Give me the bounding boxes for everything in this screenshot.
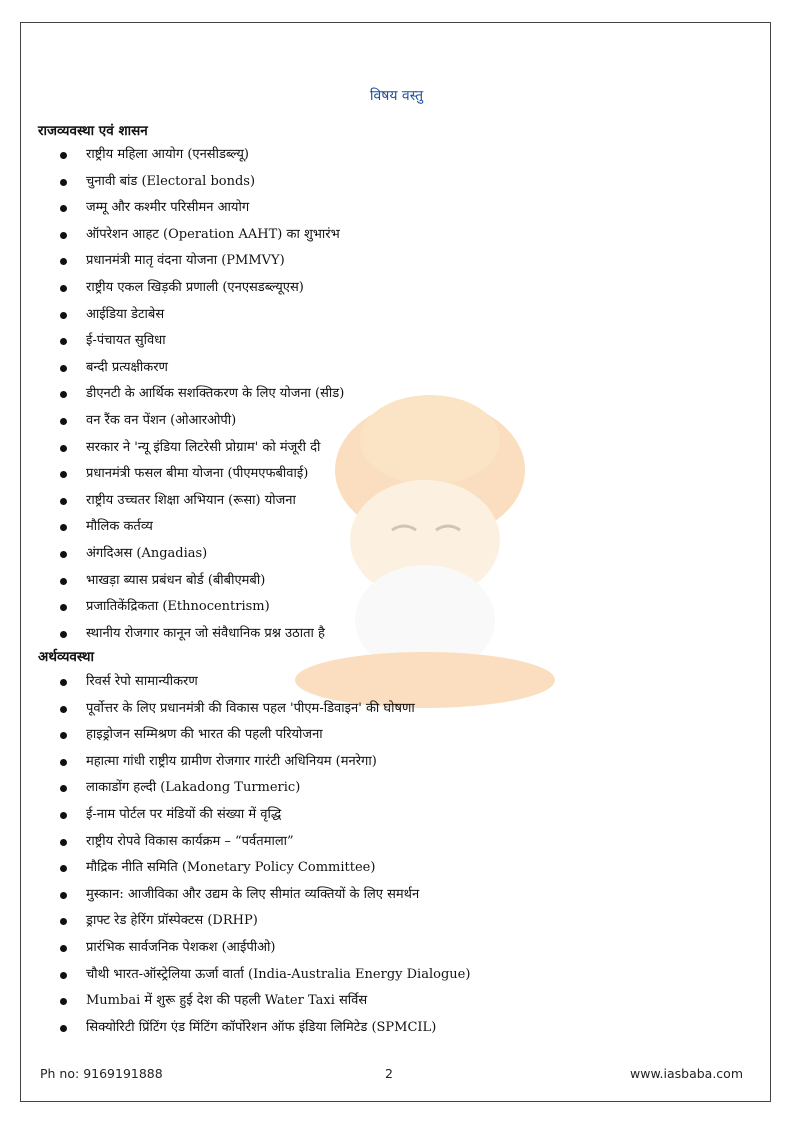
- bullet-icon: [60, 312, 67, 319]
- topic-text: चुनावी बांड (Electoral bonds): [86, 173, 256, 189]
- topic-list-item: [58, 488, 344, 515]
- bullet-icon: [60, 839, 67, 846]
- topic-list-item: [58, 935, 470, 962]
- bullet-icon: [60, 865, 67, 872]
- bullet-icon: [60, 232, 67, 239]
- bullet-icon: [60, 365, 67, 372]
- bullet-icon: [60, 152, 67, 159]
- topic-list-item: [58, 908, 470, 935]
- topic-list-item: [58, 408, 344, 435]
- page-title: विषय वस्तु: [369, 88, 424, 104]
- bullet-icon: [60, 631, 67, 638]
- bullet-icon: [60, 759, 67, 766]
- topic-list-item: [58, 514, 344, 541]
- bullet-icon: [60, 524, 67, 531]
- bullet-icon: [60, 391, 67, 398]
- topic-list-item: [58, 696, 470, 723]
- topic-text: ऑपरेशन आहट (Operation AAHT) का शुभारंभ: [86, 226, 340, 242]
- topic-list-item: [58, 775, 470, 802]
- topic-list-item: [58, 541, 344, 568]
- topic-text: चौथी भारत-ऑस्ट्रेलिया ऊर्जा वार्ता (India-Australia Energy Dialogue): [86, 966, 471, 982]
- topic-list-item: [58, 435, 344, 462]
- topic-list-item: [58, 594, 344, 621]
- topic-text: Mumbai में शुरू हुई देश की पहली Water Taxi सर्विस: [86, 993, 368, 1009]
- topic-text: रिवर्स रेपो सामान्यीकरण: [86, 674, 198, 689]
- topic-list-item: [58, 222, 344, 249]
- topic-list-item: [58, 328, 344, 355]
- topic-list-item: [58, 195, 344, 222]
- topic-text: मौलिक कर्तव्य: [86, 519, 153, 535]
- topic-text: जम्मू और कश्मीर परिसीमन आयोग: [86, 200, 250, 216]
- topic-text: स्थानीय रोजगार कानून जो संवैधानिक प्रश्न उठाता है: [86, 625, 325, 641]
- topic-text: प्रजातिकेंद्रिकता (Ethnocentrism): [86, 599, 270, 615]
- bullet-icon: [60, 945, 67, 952]
- bullet-icon: [60, 445, 67, 452]
- bullet-icon: [60, 972, 67, 979]
- bullet-icon: [60, 1025, 67, 1032]
- topic-text: भाखड़ा ब्यास प्रबंधन बोर्ड (बीबीएमबी): [86, 572, 266, 588]
- topic-text: प्रारंभिक सार्वजनिक पेशकश (आईपीओ): [86, 939, 276, 955]
- topic-list-item: [58, 962, 470, 989]
- section-heading-economy: अर्थव्यवस्था: [38, 649, 94, 665]
- section-heading-polity: राजव्यवस्था एवं शासन: [38, 123, 148, 139]
- bullet-icon: [60, 812, 67, 819]
- topic-text: हाइड्रोजन सम्मिश्रण की भारत की पहली परियोजना: [86, 727, 323, 743]
- bullet-icon: [60, 604, 67, 611]
- topic-list-item: [58, 829, 470, 856]
- topic-text: आईडिया डेटाबेस: [86, 306, 165, 322]
- footer-website: www.iasbaba.com: [630, 1066, 744, 1081]
- topic-text: प्रधानमंत्री मातृ वंदना योजना (PMMVY): [86, 253, 285, 269]
- topic-text: पूर्वोत्तर के लिए प्रधानमंत्री की विकास पहल 'पीएम-डिवाइन' की घोषणा: [86, 700, 415, 716]
- topic-text: राष्ट्रीय महिला आयोग (एनसीडब्ल्यू): [86, 147, 249, 162]
- bullet-icon: [60, 498, 67, 505]
- bullet-icon: [60, 706, 67, 713]
- topic-text: डीएनटी के आर्थिक सशक्तिकरण के लिए योजना (सीड): [86, 386, 345, 402]
- topic-text: अंगदिअस (Angadias): [86, 545, 208, 561]
- topic-text: राष्ट्रीय उच्चतर शिक्षा अभियान (रूसा) योजना: [86, 492, 296, 508]
- topic-text: बन्दी प्रत्यक्षीकरण: [86, 359, 168, 375]
- topic-list-item: [58, 302, 344, 329]
- topic-list-item: [58, 568, 344, 595]
- bullet-icon: [60, 418, 67, 425]
- bullet-icon: [60, 998, 67, 1005]
- bullet-icon: [60, 679, 67, 686]
- topic-text: सरकार ने 'न्यू इंडिया लिटरेसी प्रोग्राम' को मंजूरी दी: [86, 439, 321, 455]
- economy-topic-list: [58, 669, 470, 1041]
- topic-list-item: [58, 381, 344, 408]
- topic-list-item: [58, 669, 470, 696]
- topic-text: प्रधानमंत्री फसल बीमा योजना (पीएमएफबीवाई): [86, 466, 309, 482]
- bullet-icon: [60, 338, 67, 345]
- bullet-icon: [60, 551, 67, 558]
- topic-list-item: [58, 355, 344, 382]
- topic-list-item: [58, 142, 344, 169]
- topic-text: मौद्रिक नीति समिति (Monetary Policy Committee): [86, 860, 376, 876]
- topic-list-item: [58, 621, 344, 648]
- topic-text: ड्राफ्ट रेड हेरिंग प्रॉस्पेक्टस (DRHP): [86, 913, 258, 929]
- bullet-icon: [60, 179, 67, 186]
- topic-list-item: [58, 1015, 470, 1042]
- topic-text: वन रैंक वन पेंशन (ओआरओपी): [86, 412, 237, 428]
- topic-list-item: [58, 749, 470, 776]
- topic-text: राष्ट्रीय एकल खिड़की प्रणाली (एनएसडब्ल्यूएस): [86, 279, 304, 295]
- topic-list-item: [58, 882, 470, 909]
- topic-text: महात्मा गांधी राष्ट्रीय ग्रामीण रोजगार गारंटी अधिनियम (मनरेगा): [86, 753, 377, 769]
- topic-text: सिक्योरिटी प्रिंटिंग एंड मिंटिंग कॉर्पोरेशन ऑफ इंडिया लिमिटेड (SPMCIL): [86, 1019, 437, 1035]
- bullet-icon: [60, 471, 67, 478]
- topic-text: मुस्कान: आजीविका और उद्यम के लिए सीमांत व्यक्तियों के लिए समर्थन: [86, 886, 420, 902]
- polity-topic-list: [58, 142, 344, 647]
- bullet-icon: [60, 205, 67, 212]
- topic-list-item: [58, 275, 344, 302]
- footer-page-number: 2: [385, 1066, 393, 1081]
- topic-list-item: [58, 461, 344, 488]
- bullet-icon: [60, 785, 67, 792]
- footer-phone: Ph no: 9169191888: [40, 1066, 163, 1081]
- topic-text: राष्ट्रीय रोपवे विकास कार्यक्रम – “पर्वतमाला”: [86, 833, 294, 849]
- topic-list-item: [58, 169, 344, 196]
- bullet-icon: [60, 258, 67, 265]
- topic-text: ई-पंचायत सुविधा: [86, 333, 166, 349]
- topic-text: लाकाडोंग हल्दी (Lakadong Turmeric): [86, 780, 301, 796]
- bullet-icon: [60, 732, 67, 739]
- bullet-icon: [60, 285, 67, 292]
- topic-list-item: [58, 722, 470, 749]
- topic-text: ई-नाम पोर्टल पर मंडियों की संख्या में वृद्धि: [86, 806, 282, 822]
- topic-list-item: [58, 988, 470, 1015]
- topic-list-item: [58, 855, 470, 882]
- topic-list-item: [58, 248, 344, 275]
- bullet-icon: [60, 918, 67, 925]
- bullet-icon: [60, 892, 67, 899]
- topic-list-item: [58, 802, 470, 829]
- bullet-icon: [60, 578, 67, 585]
